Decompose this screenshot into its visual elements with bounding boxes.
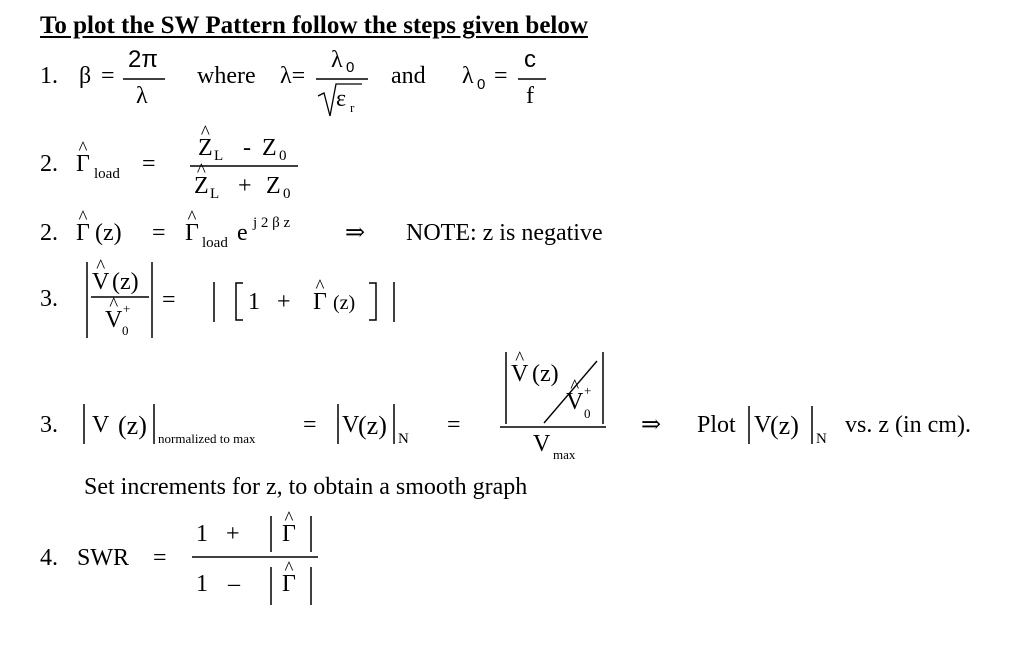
step-4-number: 4.: [40, 545, 58, 571]
gamma-hat: ^ Γ: [282, 522, 296, 546]
exponent: j 2 β z: [253, 215, 291, 231]
gamma-load-hat: ^ Γ: [185, 221, 199, 245]
beta-denominator: λ: [136, 83, 148, 109]
equals-sign: =: [153, 545, 167, 571]
note-text: NOTE: z is negative: [406, 220, 603, 246]
equals-sign: =: [162, 287, 176, 313]
plot-v-sub: N: [816, 431, 827, 447]
exp-e: e: [237, 220, 248, 246]
plus-sign: +: [226, 521, 240, 547]
gamma-hat: ^ Γ: [76, 152, 90, 176]
equals-sign: =: [447, 412, 461, 438]
lambda-numerator-sub: 0: [346, 59, 355, 76]
z0: Z: [262, 135, 277, 161]
vmax-sub: max: [553, 447, 576, 462]
equals-sign: =: [494, 63, 508, 89]
denominator-one: 1: [196, 571, 208, 597]
plus-sign: +: [277, 289, 291, 315]
plus-sign: +: [238, 173, 252, 199]
where-text: where: [197, 63, 256, 89]
plot-v: V: [754, 412, 772, 438]
gamma-load-sub: load: [202, 235, 228, 251]
epsilon: ε: [336, 86, 347, 112]
step-3-number: 3.: [40, 286, 58, 312]
bracket-right: [369, 283, 376, 320]
gamma-arg: (z): [95, 220, 122, 246]
epsilon-sub: r: [350, 100, 355, 115]
lambda0: λ: [462, 63, 474, 89]
implies-arrow: ⇒: [345, 220, 366, 246]
v0-hat: ^ V: [105, 308, 122, 332]
one: 1: [248, 289, 260, 315]
gamma-hat: ^ Γ: [313, 290, 327, 314]
and-text: and: [391, 63, 426, 89]
v0-sup: +: [123, 301, 131, 316]
gamma-hat: ^ Γ: [282, 572, 296, 596]
c-symbol: c: [524, 46, 536, 73]
numerator-one: 1: [196, 521, 208, 547]
step-1-number: 1.: [40, 63, 58, 89]
equals-sign: =: [152, 220, 166, 246]
plot-text: Plot: [697, 412, 736, 438]
page-title: To plot the SW Pattern follow the steps given below: [40, 12, 588, 39]
v0-sup: +: [584, 383, 592, 398]
v-symbol: V: [92, 412, 110, 438]
v0-sub: 0: [584, 406, 591, 421]
zl-sub: L: [210, 186, 220, 202]
beta-numerator: 2π: [128, 46, 158, 73]
z0: Z: [266, 173, 281, 199]
equals-sign: =: [142, 151, 156, 177]
v-hat: ^ V: [511, 362, 528, 386]
v0-sub: 0: [122, 323, 129, 338]
v0-hat: ^ V: [566, 390, 583, 414]
beta-symbol: β: [79, 63, 92, 89]
gamma-hat: ^ Γ: [76, 221, 90, 245]
f-symbol: f: [526, 83, 534, 109]
implies-arrow: ⇒: [641, 412, 662, 438]
equals-sign: =: [101, 63, 115, 89]
gamma-load-sub: load: [94, 166, 120, 182]
swr-text: SWR: [77, 545, 130, 571]
vn-symbol: V: [342, 412, 360, 438]
lambda0-sub: 0: [477, 76, 486, 93]
lambda-numerator: λ: [331, 47, 343, 73]
normalized-sub: normalized to max: [158, 431, 256, 446]
bracket-left: [236, 283, 243, 320]
step-3b-number: 3.: [40, 412, 58, 438]
v-hat: ^ V: [92, 270, 109, 294]
z0-sub: 0: [279, 148, 287, 164]
v-arg: (z): [532, 361, 559, 387]
z0-sub: 0: [283, 186, 291, 202]
vs-text: vs. z (in cm).: [845, 412, 971, 438]
vn-sub: N: [398, 431, 409, 447]
v-arg: (z): [112, 269, 139, 295]
vn-arg: (z): [358, 411, 387, 440]
zl-hat: ^ Z: [194, 174, 209, 198]
equals-sign: =: [303, 412, 317, 438]
v-arg: (z): [118, 411, 147, 440]
increments-text: Set increments for z, to obtain a smooth graph: [84, 474, 528, 500]
plot-v-arg: (z): [770, 411, 799, 440]
step-2-number: 2.: [40, 151, 58, 177]
step-2b-number: 2.: [40, 220, 58, 246]
minus-sign: -: [243, 135, 251, 161]
zl-hat: ^ Z: [198, 136, 213, 160]
lambda-equals: λ=: [280, 63, 306, 89]
zl-sub: L: [214, 148, 224, 164]
vmax-v: V: [533, 431, 551, 457]
minus-sign: –: [228, 571, 240, 597]
gamma-arg: (z): [333, 292, 356, 314]
